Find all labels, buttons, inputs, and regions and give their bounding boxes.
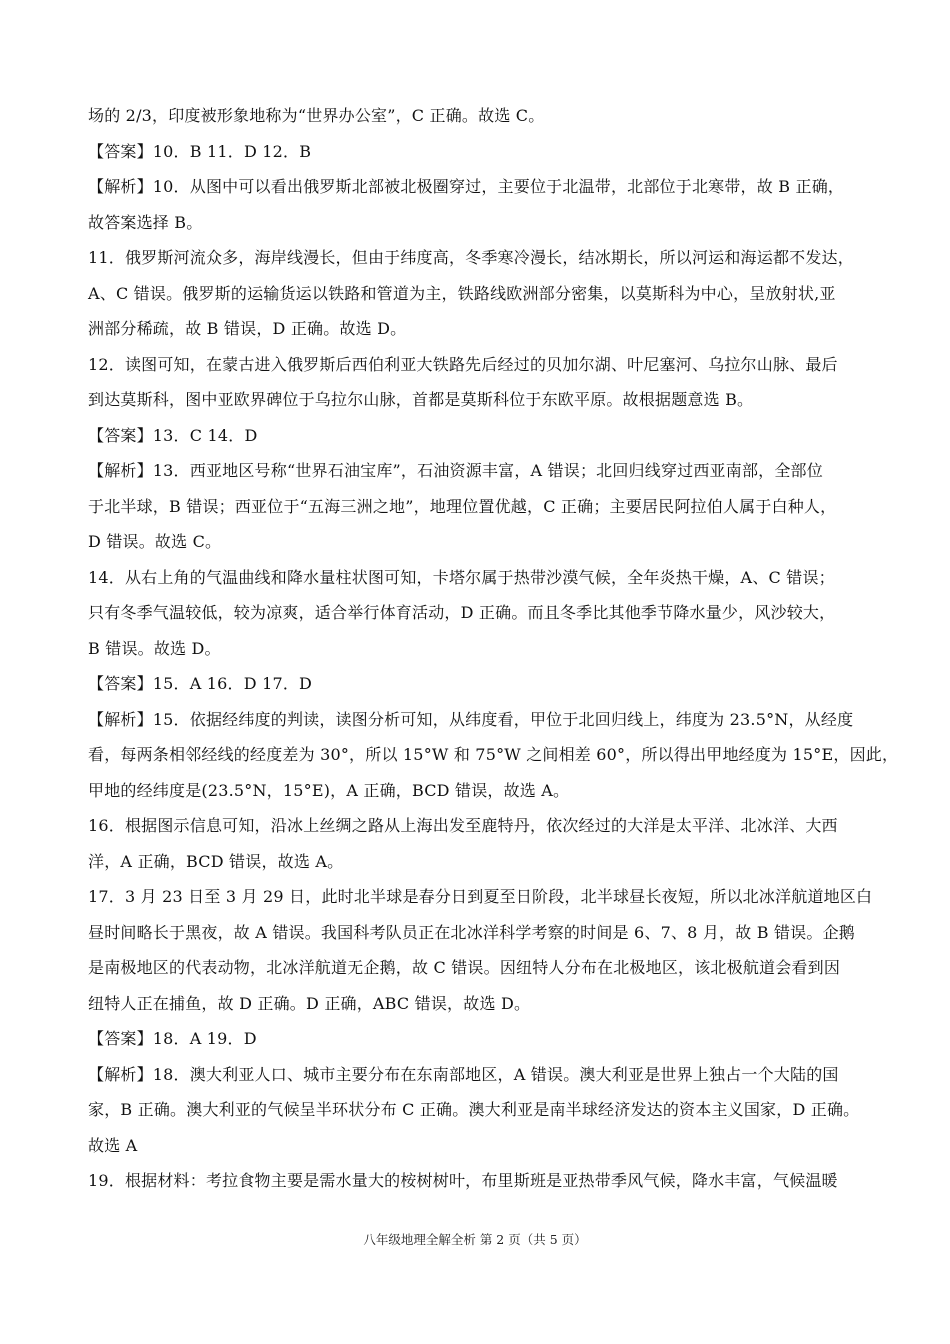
text-line: 家，B 正确。澳大利亚的气候呈半环状分布 C 正确。澳大利亚是南半球经济发达的资本主义国家，D 正确。 [88,1100,860,1119]
analysis-line: 【解析】10．从图中可以看出俄罗斯北部被北极圈穿过，主要位于北温带，北部位于北寒带，故 B 正确， [88,177,845,196]
text-line: 只有冬季气温较低，较为凉爽，适合举行体育活动，D 正确。而且冬季比其他季节降水量少，风沙较大， [88,603,836,622]
text-line: 19．根据材料：考拉食物主要是需水量大的桉树树叶，布里斯班是亚热带季风气候，降水丰富，气候温暖 [88,1171,838,1190]
text-line: A、C 错误。俄罗斯的运输货运以铁路和管道为主，铁路线欧洲部分密集，以莫斯科为中心，呈放射状,亚 [88,283,836,303]
analysis-line: 【解析】18．澳大利亚人口、城市主要分布在东南部地区，A 错误。澳大利亚是世界上独占一个大陆的国 [88,1064,839,1084]
text-line: 于北半球，B 错误；西亚位于“五海三洲之地”，地理位置优越，C 正确；主要居民阿拉伯人属于白种人， [88,496,837,516]
text-line: 纽特人正在捕鱼，故 D 正确。D 正确，ABC 错误，故选 D。 [88,993,531,1013]
text-line: 14．从右上角的气温曲线和降水量柱状图可知，卡塔尔属于热带沙漠气候，全年炎热干燥，A、C 错误； [88,567,835,587]
text-line: D 错误。故选 C。 [88,532,222,551]
answer-line: 【答案】13．C 14．D [88,425,258,445]
text-line: B 错误。故选 D。 [88,638,221,658]
text-line: 11．俄罗斯河流众多，海岸线漫长，但由于纬度高，冬季寒冷漫长，结冰期长，所以河运和海运都不发达， [88,248,854,267]
answer-line: 【答案】18．A 19．D [88,1029,257,1048]
text-line: 洋，A 正确，BCD 错误，故选 A。 [88,851,344,871]
text-line: 到达莫斯科，图中亚欧界碑位于乌拉尔山脉，首都是莫斯科位于东欧平原。故根据题意选 B。 [88,390,754,409]
text-line: 洲部分稀疏，故 B 错误，D 正确。故选 D。 [88,319,407,338]
text-line: 17．3 月 23 日至 3 月 29 日，此时北半球是春分日到夏至日阶段，北半球昼长夜短，所以北冰洋航道地区白 [88,887,873,906]
analysis-line: 【解析】15．依据经纬度的判读，读图分析可知，从纬度看，甲位于北回归线上，纬度为 23.5°N，从经度 [88,709,854,729]
text-line: 12．读图可知，在蒙古进入俄罗斯后西伯利亚大铁路先后经过的贝加尔湖、叶尼塞河、乌拉尔山脉、最后 [88,354,838,374]
text-line: 甲地的经纬度是(23.5°N，15°E)，A 正确，BCD 错误，故选 A。 [88,780,570,800]
answer-line: 【答案】10．B 11．D 12．B [88,141,312,161]
text-line: 故选 A [88,1135,138,1155]
document-body [88,98,899,1199]
text-line: 看，每两条相邻经线的经度差为 30°，所以 15°W 和 75°W 之间相差 60°，所以得出甲地经度为 15°E，因此， [88,745,899,764]
text-line: 是南极地区的代表动物，北冰洋航道无企鹅，故 C 错误。因纽特人分布在北极地区，该北极航道会看到因 [88,958,841,977]
answer-line: 【答案】15．A 16．D 17．D [88,674,313,693]
text-line: 场的 2/3，印度被形象地称为“世界办公室”，C 正确。故选 C。 [88,106,545,125]
text-line: 故答案选择 B。 [88,212,203,232]
text-line: 16．根据图示信息可知，沿冰上丝绸之路从上海出发至鹿特丹，依次经过的大洋是太平洋、北冰洋、大西 [88,816,838,835]
text-line: 昼时间略长于黑夜，故 A 错误。我国科考队员正在北冰洋科学考察的时间是 6、7、8 月，故 B 错误。企鹅 [88,922,855,942]
page-footer: 八年级地理全解全析 第 2 页（共 5 页） [363,1232,587,1247]
analysis-line: 【解析】13．西亚地区号称“世界石油宝库”，石油资源丰富，A 错误；北回归线穿过西亚南部，全部位 [88,461,823,480]
